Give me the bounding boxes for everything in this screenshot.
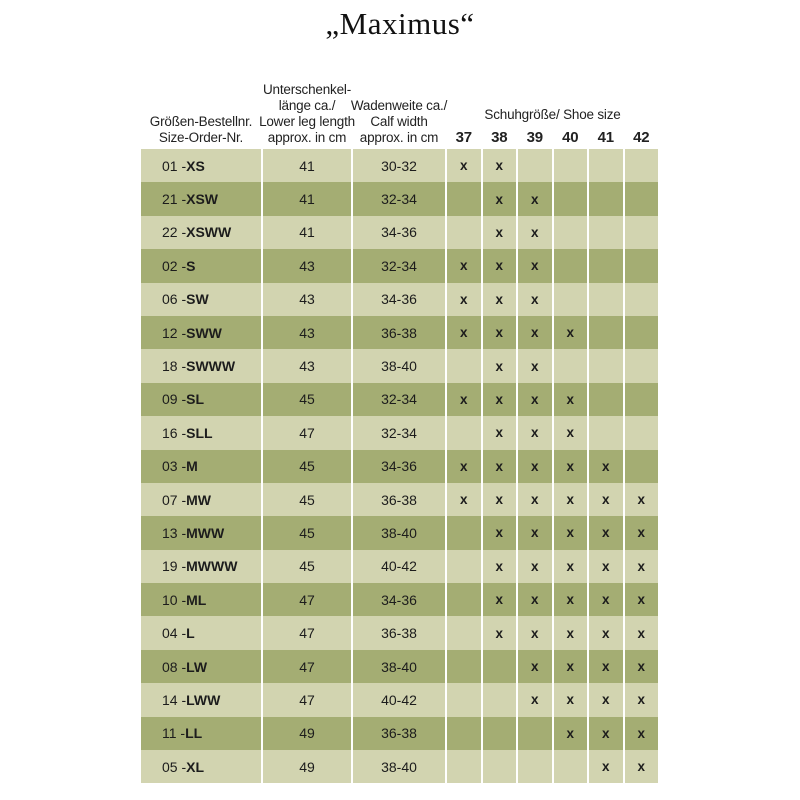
table-row <box>141 516 658 549</box>
shoe-size-41-mark-cell: x <box>589 650 623 683</box>
order-number: 03 - <box>162 458 187 475</box>
leg-length-cell: 45 <box>263 550 351 583</box>
calf-width-cell: 32-34 <box>353 182 445 215</box>
shoe-size-37-mark-cell: x <box>447 149 481 182</box>
table-row <box>141 383 658 416</box>
size-order-cell <box>141 683 261 716</box>
calf-width-cell: 32-34 <box>353 383 445 416</box>
shoe-size-41-mark-cell <box>589 182 623 215</box>
shoe-size-39-mark-cell: x <box>518 249 552 282</box>
calf-width-cell: 40-42 <box>353 683 445 716</box>
order-number: 13 - <box>162 524 187 541</box>
shoe-size-42-mark-cell <box>625 383 659 416</box>
table-row <box>141 450 658 483</box>
table-row <box>141 616 658 649</box>
size-code: MWW <box>186 524 225 541</box>
shoe-size-41-mark-cell: x <box>589 450 623 483</box>
shoe-size-38-mark-cell: x <box>483 349 517 382</box>
shoe-size-37-mark-cell <box>447 616 481 649</box>
shoe-size-42-mark-cell <box>625 249 659 282</box>
size-code: XSW <box>186 191 219 208</box>
shoe-size-39-mark-cell: x <box>518 182 552 215</box>
size-code: S <box>186 257 196 274</box>
page-title: „Maximus“ <box>325 6 475 41</box>
leg-length-cell: 47 <box>263 583 351 616</box>
shoe-size-42-mark-cell: x <box>625 616 659 649</box>
shoe-size-39-mark-cell <box>518 750 552 783</box>
shoe-size-38-mark-cell: x <box>483 383 517 416</box>
table-row <box>141 216 658 249</box>
size-order-cell <box>141 750 261 783</box>
order-number: 11 - <box>162 725 186 742</box>
shoe-size-42-mark-cell: x <box>625 583 659 616</box>
header-line: länge ca./ <box>278 98 336 113</box>
calf-width-cell: 30-32 <box>353 149 445 182</box>
size-code: M <box>186 458 198 475</box>
shoe-size-40-mark-cell: x <box>554 650 588 683</box>
header-calf-width <box>351 98 447 146</box>
shoe-size-42-mark-cell: x <box>625 516 659 549</box>
shoe-size-37-mark-cell <box>447 182 481 215</box>
shoe-size-42-mark-cell <box>625 450 659 483</box>
size-code: LW <box>186 658 208 675</box>
shoe-size-42-mark-cell <box>625 416 659 449</box>
leg-length-cell: 41 <box>263 216 351 249</box>
size-code: SWW <box>186 324 222 341</box>
order-number: 04 - <box>162 625 187 642</box>
table-row <box>141 650 658 683</box>
shoe-size-39-mark-cell: x <box>518 349 552 382</box>
shoe-size-37-mark-cell <box>447 650 481 683</box>
calf-width-cell: 34-36 <box>353 450 445 483</box>
shoe-size-39-mark-cell: x <box>518 550 552 583</box>
calf-width-cell: 32-34 <box>353 249 445 282</box>
shoe-size-38-mark-cell: x <box>483 583 517 616</box>
shoe-size-42-mark-cell <box>625 216 659 249</box>
shoe-size-40-mark-cell <box>554 283 588 316</box>
order-number: 12 - <box>162 324 187 341</box>
shoe-size-42-mark-cell <box>625 316 659 349</box>
leg-length-cell: 45 <box>263 483 351 516</box>
shoe-size-37: 37 <box>455 129 472 146</box>
table-header-row <box>141 60 658 149</box>
table-row <box>141 182 658 215</box>
size-order-cell <box>141 349 261 382</box>
shoe-size-40-mark-cell <box>554 349 588 382</box>
size-code: L <box>186 625 195 642</box>
shoe-size-42-mark-cell: x <box>625 750 659 783</box>
shoe-size-42-mark-cell: x <box>625 483 659 516</box>
order-number: 16 - <box>162 424 187 441</box>
shoe-size-39-mark-cell: x <box>518 283 552 316</box>
shoe-size-42-mark-cell <box>625 349 659 382</box>
size-order-cell <box>141 182 261 215</box>
table-row <box>141 249 658 282</box>
calf-width-cell: 34-36 <box>353 216 445 249</box>
order-number: 10 - <box>162 591 187 608</box>
table-row <box>141 717 658 750</box>
calf-width-cell: 36-38 <box>353 717 445 750</box>
shoe-size-38-mark-cell: x <box>483 182 517 215</box>
shoe-size-41-mark-cell <box>589 316 623 349</box>
leg-length-cell: 41 <box>263 149 351 182</box>
shoe-size-38-mark-cell: x <box>483 516 517 549</box>
shoe-size-42-mark-cell <box>625 283 659 316</box>
leg-length-cell: 45 <box>263 450 351 483</box>
leg-length-cell: 47 <box>263 650 351 683</box>
calf-width-cell: 34-36 <box>353 583 445 616</box>
shoe-size-40-mark-cell: x <box>554 450 588 483</box>
leg-length-cell: 45 <box>263 383 351 416</box>
shoe-size-41-mark-cell: x <box>589 683 623 716</box>
table-row <box>141 316 658 349</box>
shoe-size-41-mark-cell <box>589 283 623 316</box>
shoe-size-39: 39 <box>526 129 543 146</box>
shoe-size-37-mark-cell <box>447 717 481 750</box>
header-shoe-size-group <box>447 107 658 146</box>
size-order-cell <box>141 249 261 282</box>
order-number: 21 - <box>162 191 187 208</box>
shoe-size-37-mark-cell <box>447 216 481 249</box>
header-line: approx. in cm <box>267 130 347 145</box>
shoe-size-38-mark-cell <box>483 650 517 683</box>
shoe-size-40-mark-cell: x <box>554 383 588 416</box>
size-code: XS <box>186 157 205 174</box>
shoe-size-38-mark-cell: x <box>483 616 517 649</box>
size-order-cell <box>141 316 261 349</box>
table-row <box>141 583 658 616</box>
calf-width-cell: 38-40 <box>353 650 445 683</box>
leg-length-cell: 49 <box>263 750 351 783</box>
header-line: Schuhgröße/ <box>484 107 560 122</box>
order-number: 01 - <box>162 157 187 174</box>
shoe-size-37-mark-cell: x <box>447 249 481 282</box>
order-number: 07 - <box>162 491 187 508</box>
shoe-size-39-mark-cell: x <box>518 450 552 483</box>
shoe-size-38-mark-cell: x <box>483 416 517 449</box>
shoe-size-41-mark-cell: x <box>589 717 623 750</box>
order-number: 18 - <box>162 358 187 375</box>
shoe-size-37-mark-cell <box>447 416 481 449</box>
shoe-size-40-mark-cell: x <box>554 483 588 516</box>
size-code: MW <box>186 491 212 508</box>
shoe-size-41-mark-cell: x <box>589 616 623 649</box>
leg-length-cell: 43 <box>263 349 351 382</box>
table-row <box>141 683 658 716</box>
shoe-size-41-mark-cell <box>589 416 623 449</box>
size-order-cell <box>141 650 261 683</box>
shoe-size-40-mark-cell <box>554 149 588 182</box>
shoe-size-38-mark-cell: x <box>483 149 517 182</box>
calf-width-cell: 36-38 <box>353 616 445 649</box>
shoe-size-39-mark-cell <box>518 149 552 182</box>
shoe-size-40-mark-cell: x <box>554 683 588 716</box>
table-row <box>141 149 658 182</box>
calf-width-cell: 40-42 <box>353 550 445 583</box>
size-code: SW <box>186 291 209 308</box>
order-number: 22 - <box>162 224 187 241</box>
header-line: Unterschenkel- <box>263 82 351 97</box>
size-order-cell <box>141 717 261 750</box>
shoe-size-38: 38 <box>491 129 508 146</box>
calf-width-cell: 38-40 <box>353 516 445 549</box>
size-code: SLL <box>186 424 213 441</box>
table-row <box>141 750 658 783</box>
size-order-cell <box>141 216 261 249</box>
header-line: Lower leg length <box>259 114 355 129</box>
size-order-cell <box>141 483 261 516</box>
shoe-size-38-mark-cell: x <box>483 483 517 516</box>
shoe-size-39-mark-cell: x <box>518 683 552 716</box>
size-code: XSWW <box>186 224 232 241</box>
size-chart-table <box>141 60 658 783</box>
shoe-size-41-mark-cell <box>589 149 623 182</box>
shoe-size-40-mark-cell: x <box>554 316 588 349</box>
calf-width-cell: 32-34 <box>353 416 445 449</box>
order-number: 14 - <box>162 691 187 708</box>
shoe-size-42: 42 <box>633 129 650 146</box>
shoe-size-39-mark-cell: x <box>518 616 552 649</box>
shoe-size-42-mark-cell <box>625 182 659 215</box>
shoe-size-42-mark-cell: x <box>625 550 659 583</box>
calf-width-cell: 38-40 <box>353 750 445 783</box>
header-line: Size-Order-Nr. <box>158 130 244 145</box>
size-order-cell <box>141 450 261 483</box>
shoe-size-41-mark-cell <box>589 216 623 249</box>
table-row <box>141 283 658 316</box>
shoe-size-40: 40 <box>562 129 579 146</box>
leg-length-cell: 45 <box>263 516 351 549</box>
shoe-size-41-mark-cell: x <box>589 483 623 516</box>
shoe-size-40-mark-cell <box>554 182 588 215</box>
header-line: Shoe size <box>563 107 621 122</box>
shoe-size-40-mark-cell: x <box>554 583 588 616</box>
shoe-size-41-mark-cell <box>589 349 623 382</box>
calf-width-cell: 36-38 <box>353 316 445 349</box>
table-row <box>141 349 658 382</box>
size-code: ML <box>186 591 207 608</box>
leg-length-cell: 43 <box>263 249 351 282</box>
shoe-size-37-mark-cell: x <box>447 316 481 349</box>
order-number: 08 - <box>162 658 187 675</box>
size-code: LL <box>185 725 203 742</box>
shoe-size-41-mark-cell: x <box>589 750 623 783</box>
size-code: SWWW <box>186 358 236 375</box>
shoe-size-38-mark-cell: x <box>483 216 517 249</box>
shoe-size-38-mark-cell: x <box>483 249 517 282</box>
size-code: LWW <box>186 691 221 708</box>
header-line: Größen-Bestellnr. <box>149 114 253 129</box>
shoe-size-37-mark-cell <box>447 349 481 382</box>
header-shoe-size-numbers <box>447 130 658 146</box>
shoe-size-42-mark-cell: x <box>625 717 659 750</box>
shoe-size-40-mark-cell <box>554 750 588 783</box>
shoe-size-40-mark-cell <box>554 216 588 249</box>
table-row <box>141 483 658 516</box>
shoe-size-39-mark-cell: x <box>518 316 552 349</box>
table-body <box>141 149 658 783</box>
shoe-size-41: 41 <box>597 129 614 146</box>
size-code: XL <box>186 758 205 775</box>
order-number: 02 - <box>162 257 187 274</box>
size-order-cell <box>141 416 261 449</box>
table-row <box>141 416 658 449</box>
shoe-size-42-mark-cell: x <box>625 683 659 716</box>
order-number: 05 - <box>162 758 187 775</box>
leg-length-cell: 47 <box>263 683 351 716</box>
size-order-cell <box>141 516 261 549</box>
shoe-size-41-mark-cell <box>589 249 623 282</box>
shoe-size-40-mark-cell: x <box>554 616 588 649</box>
shoe-size-40-mark-cell <box>554 249 588 282</box>
shoe-size-39-mark-cell <box>518 717 552 750</box>
shoe-size-38-mark-cell <box>483 683 517 716</box>
shoe-size-41-mark-cell: x <box>589 516 623 549</box>
order-number: 19 - <box>162 558 187 575</box>
shoe-size-41-mark-cell: x <box>589 550 623 583</box>
shoe-size-42-mark-cell <box>625 149 659 182</box>
size-order-cell <box>141 616 261 649</box>
shoe-size-37-mark-cell: x <box>447 483 481 516</box>
shoe-size-37-mark-cell <box>447 550 481 583</box>
size-code: MWWW <box>186 558 238 575</box>
leg-length-cell: 47 <box>263 616 351 649</box>
header-size-order <box>150 114 252 146</box>
header-line: approx. in cm <box>359 130 439 145</box>
shoe-size-42-mark-cell: x <box>625 650 659 683</box>
size-order-cell <box>141 283 261 316</box>
shoe-size-37-mark-cell <box>447 683 481 716</box>
header-shoe-size-label <box>447 107 658 123</box>
shoe-size-39-mark-cell: x <box>518 516 552 549</box>
leg-length-cell: 49 <box>263 717 351 750</box>
order-number: 09 - <box>162 391 187 408</box>
shoe-size-39-mark-cell: x <box>518 650 552 683</box>
shoe-size-38-mark-cell: x <box>483 550 517 583</box>
shoe-size-37-mark-cell: x <box>447 450 481 483</box>
shoe-size-37-mark-cell: x <box>447 283 481 316</box>
shoe-size-40-mark-cell: x <box>554 516 588 549</box>
shoe-size-38-mark-cell <box>483 717 517 750</box>
calf-width-cell: 34-36 <box>353 283 445 316</box>
shoe-size-37-mark-cell <box>447 583 481 616</box>
size-order-cell <box>141 550 261 583</box>
calf-width-cell: 36-38 <box>353 483 445 516</box>
leg-length-cell: 47 <box>263 416 351 449</box>
header-line: Calf width <box>370 114 428 129</box>
shoe-size-37-mark-cell: x <box>447 383 481 416</box>
leg-length-cell: 43 <box>263 316 351 349</box>
leg-length-cell: 43 <box>263 283 351 316</box>
shoe-size-38-mark-cell: x <box>483 316 517 349</box>
shoe-size-37-mark-cell <box>447 750 481 783</box>
shoe-size-40-mark-cell: x <box>554 717 588 750</box>
shoe-size-38-mark-cell <box>483 750 517 783</box>
shoe-size-39-mark-cell: x <box>518 583 552 616</box>
header-lower-leg-length <box>259 82 355 146</box>
size-code: SL <box>186 391 205 408</box>
shoe-size-37-mark-cell <box>447 516 481 549</box>
leg-length-cell: 41 <box>263 182 351 215</box>
size-order-cell <box>141 583 261 616</box>
table-row <box>141 550 658 583</box>
shoe-size-41-mark-cell: x <box>589 583 623 616</box>
shoe-size-39-mark-cell: x <box>518 416 552 449</box>
shoe-size-39-mark-cell: x <box>518 216 552 249</box>
shoe-size-39-mark-cell: x <box>518 383 552 416</box>
shoe-size-40-mark-cell: x <box>554 416 588 449</box>
shoe-size-40-mark-cell: x <box>554 550 588 583</box>
header-line: Wadenweite ca./ <box>350 98 448 113</box>
size-order-cell <box>141 383 261 416</box>
shoe-size-39-mark-cell: x <box>518 483 552 516</box>
shoe-size-38-mark-cell: x <box>483 283 517 316</box>
shoe-size-38-mark-cell: x <box>483 450 517 483</box>
size-order-cell <box>141 149 261 182</box>
calf-width-cell: 38-40 <box>353 349 445 382</box>
shoe-size-41-mark-cell <box>589 383 623 416</box>
order-number: 06 - <box>162 291 187 308</box>
